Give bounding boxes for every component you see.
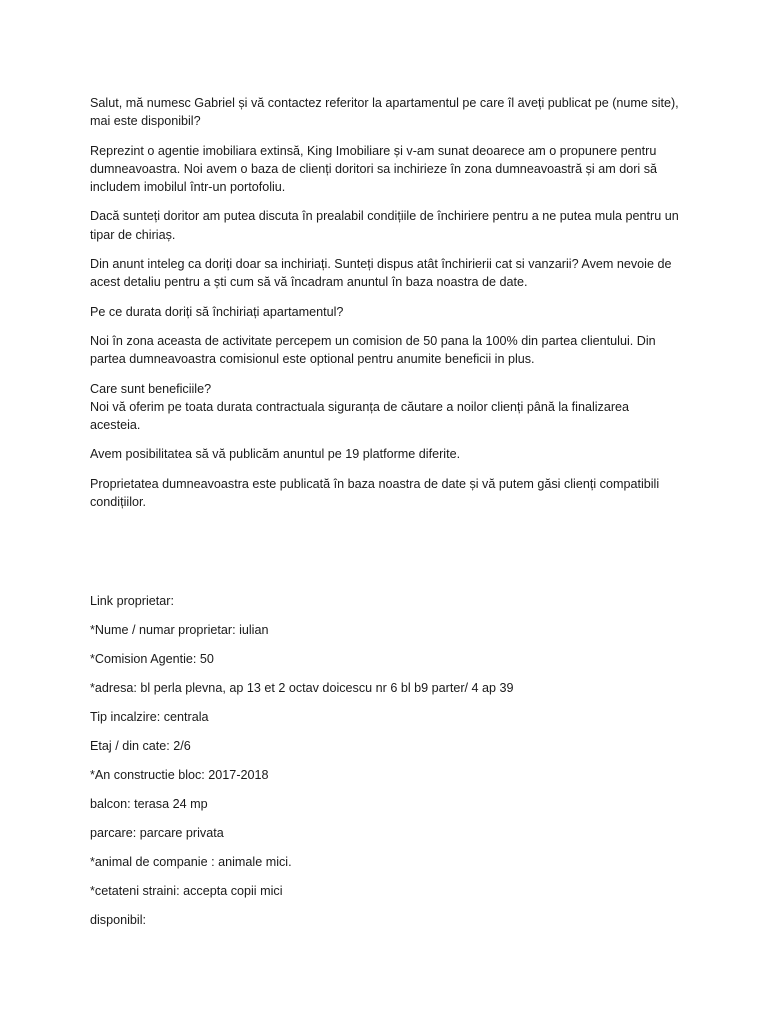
field-balcony: balcon: terasa 24 mp (90, 797, 208, 812)
paragraph-platforms: Avem posibilitatea să vă publicăm anuntul pe 19 platforme diferite. (90, 447, 461, 462)
paragraph-benefits (90, 380, 680, 435)
document-body (90, 94, 680, 940)
paragraph-commission: Noi în zona aceasta de activitate percepem un comision de 50 pana la 100% din partea clientului. Din partea dumneavoastra comisionul este optional pentru anumite beneficii in plus. (90, 333, 656, 367)
field-foreign-citizens: *cetateni straini: accepta copii mici (90, 884, 283, 899)
field-owner-link: Link proprietar: (90, 594, 174, 609)
field-owner-name: *Nume / numar proprietar: iulian (90, 623, 269, 638)
paragraph-rental-conditions: Dacă sunteți doritor am putea discuta în prealabil condițiile de închiriere pentru a ne putea mula pentru un tipar de chiriaș. (90, 209, 679, 242)
field-floor: Etaj / din cate: 2/6 (90, 739, 191, 754)
paragraph-database: Proprietatea dumneavoastra este publicată în baza noastra de date și vă putem găsi clienți compatibili condițiilor. (90, 476, 660, 510)
paragraph-duration-question: Pe ce durata doriți să închiriați apartamentul? (90, 304, 344, 319)
field-address: *adresa: bl perla plevna, ap 13 et 2 octav doicescu nr 6 bl b9 parter/ 4 ap 39 (90, 681, 514, 696)
benefits-question: Care sunt beneficiile? (90, 381, 212, 396)
paragraph-greeting: Salut, mă numesc Gabriel și vă contactez referitor la apartamentul pe care îl aveți publicat pe (nume site), mai este disponibil? (90, 96, 679, 129)
blank-gap (90, 522, 680, 592)
paragraph-agency-intro: Reprezint o agentie imobiliara extinsă, King Imobiliare și v-am sunat deoarece am o propunere pentru dumneavoastra. Noi avem o baza de clienți doritori sa inchirieze în zona dumneavoastră și am dori să includem imobilul într-un portofoliu. (90, 143, 658, 195)
field-construction-year: *An constructie bloc: 2017-2018 (90, 768, 269, 783)
field-heating-type: Tip incalzire: centrala (90, 710, 209, 725)
field-available: disponibil: (90, 913, 147, 928)
field-agency-commission: *Comision Agentie: 50 (90, 652, 214, 667)
field-pets: *animal de companie : animale mici. (90, 855, 292, 870)
field-parking: parcare: parcare privata (90, 826, 224, 841)
paragraph-rent-or-sale: Din anunt inteleg ca doriți doar sa inchiriați. Sunteți dispus atât închirierii cat si vanzarii? Avem nevoie de acest detaliu pentru a ști cum să vă încadram anuntul în baza noastra de date. (90, 257, 672, 290)
benefits-answer: Noi vă oferim pe toata durata contractuala siguranța de căutare a noilor clienți până la finalizarea acesteia. (90, 399, 630, 433)
